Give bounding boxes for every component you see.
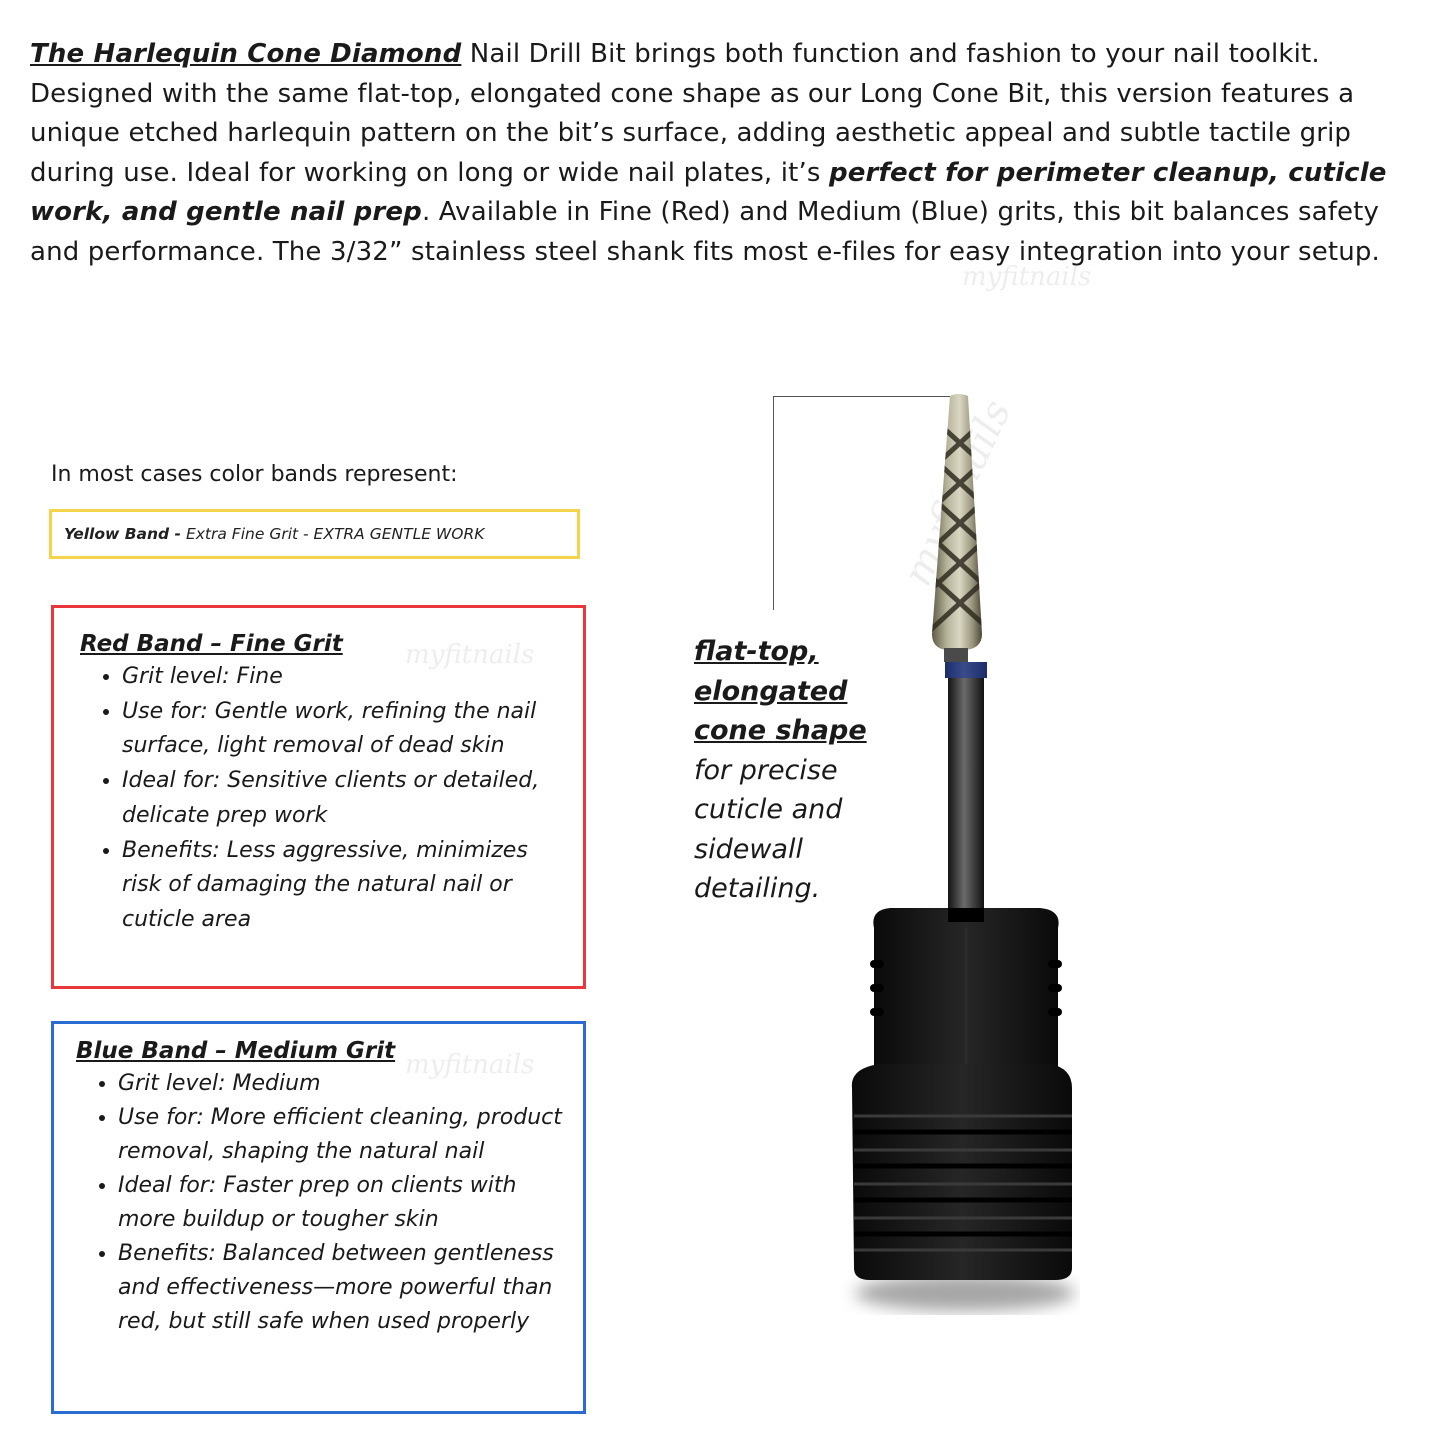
watermark-logo: myfitnails: [405, 640, 535, 670]
intro-text-2: . Available in Fine (Red) and Medium (Blue) grits, this bit balances safety and performance. The 3/32” stainless steel shank fits most e-files for easy integration into your setup.: [30, 197, 1380, 267]
callout-text: for precise cuticle and sidewall detailing.: [694, 754, 843, 904]
bands-intro: In most cases color bands represent:: [51, 462, 458, 487]
blue-band-box: [51, 1021, 586, 1414]
list-item: • Use for: More efficient cleaning, product removal, shaping the natural nail: [118, 1101, 563, 1169]
blue-band-title: Blue Band – Medium Grit: [76, 1038, 396, 1064]
list-item: • Grit level: Fine: [122, 660, 563, 695]
list-item: • Ideal for: Sensitive clients or detailed, delicate prep work: [122, 764, 563, 833]
list-item: • Benefits: Balanced between gentleness and effectiveness—more powerful than red, but still safe when used properly: [118, 1237, 563, 1339]
blue-band-list: [76, 1067, 563, 1339]
product-title: The Harlequin Cone Diamond: [30, 39, 462, 69]
list-item: • Use for: Gentle work, refining the nail surface, light removal of dead skin: [122, 695, 563, 764]
drill-bit-image: [840, 388, 1080, 1323]
red-band-list: [80, 660, 563, 938]
list-item: • Ideal for: Faster prep on clients with more buildup or tougher skin: [118, 1169, 563, 1237]
yellow-band-description: Extra Fine Grit - EXTRA GENTLE WORK: [185, 525, 485, 543]
yellow-band-name: Yellow Band -: [64, 525, 181, 543]
watermark-logo: myfitnails: [405, 1050, 535, 1080]
intro-paragraph: [30, 35, 1415, 272]
intro-text-1: Nail Drill Bit brings both function and fashion to your nail toolkit. Designed with the same flat-top, elongated cone shape as our Long Cone Bit, this version features a unique etched harlequin pattern on the bit’s surface, adding aesthetic appeal and subtle tactile grip during use. Ideal for working on long or wide nail plates, it’s: [30, 39, 1355, 188]
list-item: • Grit level: Medium: [118, 1067, 563, 1101]
list-item: • Benefits: Less aggressive, minimizes risk of damaging the natural nail or cuticle area: [122, 834, 563, 938]
watermark-logo: myfitnails: [962, 262, 1092, 292]
yellow-band-box: [49, 509, 580, 559]
intro-emphasis: perfect for perimeter cleanup, cuticle work, and gentle nail prep: [30, 157, 1387, 227]
red-band-box: [51, 605, 586, 989]
steel-shank: [948, 678, 984, 928]
callout-highlight: flat-top, elongated cone shape: [694, 636, 867, 746]
red-band-title: Red Band – Fine Grit: [80, 631, 343, 657]
